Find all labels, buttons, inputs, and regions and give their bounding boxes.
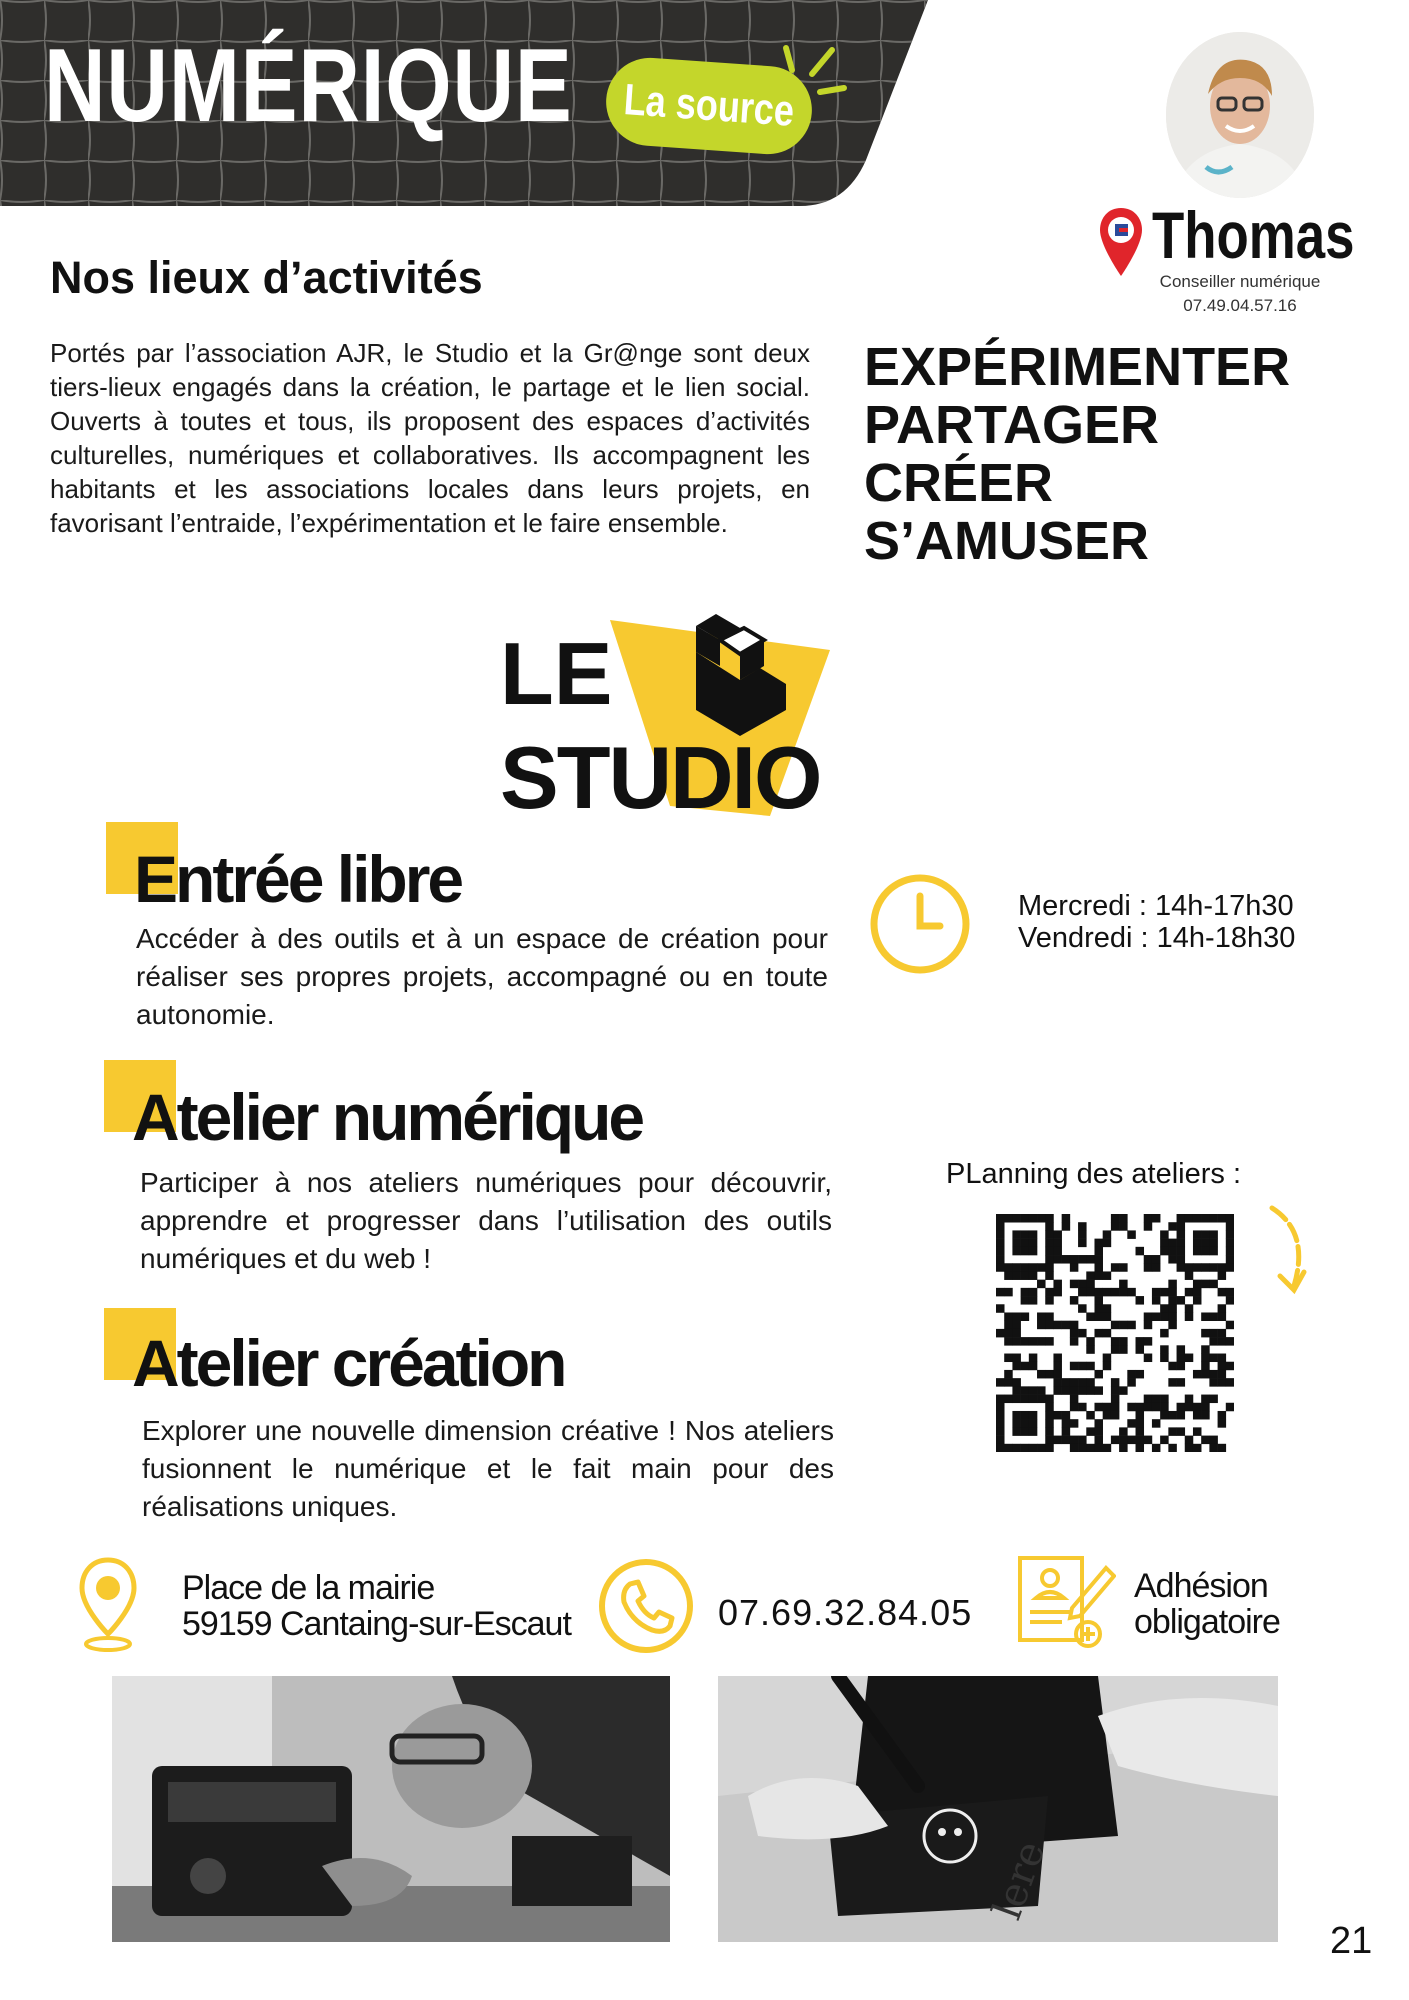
logo-studio: STUDIO xyxy=(500,728,821,826)
le-studio-logo xyxy=(500,606,870,826)
membership-form-icon xyxy=(1014,1552,1116,1652)
membership-line1: Adhésion xyxy=(1134,1567,1268,1605)
motto-line: S’AMUSER xyxy=(864,511,1150,571)
location-logo-icon xyxy=(1098,206,1144,278)
planning-label: PLanning des ateliers : xyxy=(946,1158,1242,1190)
qr-code[interactable] xyxy=(996,1214,1234,1452)
profile-name: Thomas xyxy=(1152,198,1355,272)
clock-icon xyxy=(868,872,972,976)
intro-text: Portés par l’association AJR, le Studio et la Gr@nge sont deux tiers-lieux engagés dans la création, le partage et le lien social. Ouverts à toutes et tous, ils proposent des espaces d’activités culturelles, numériques et collaboratives. Ils accompagnent les habitants et les associations locales dans leurs projets, en favorisant l’entraide, l’expérimentation et le faire ensemble. xyxy=(50,338,810,538)
logo-le: LE xyxy=(500,624,613,723)
photo-laser-engraver xyxy=(112,1676,670,1942)
header-title: NUMÉRIQUE xyxy=(44,28,573,144)
page-number: 21 xyxy=(1330,1920,1373,1962)
motto-line: EXPÉRIMENTER xyxy=(864,337,1291,397)
hours-wednesday: Mercredi : 14h-17h30 xyxy=(1018,890,1294,922)
section-title-atelier-numerique: Atelier numérique xyxy=(132,1080,643,1154)
svg-text:lere: lere xyxy=(984,1835,1055,1926)
motto-line: PARTAGER xyxy=(864,395,1159,455)
section-title-entree-libre: Entrée libre xyxy=(134,842,462,916)
phone-icon xyxy=(596,1556,696,1656)
profile-phone: 07.49.04.57.16 xyxy=(1183,296,1297,315)
phone-number[interactable]: 07.69.32.84.05 xyxy=(718,1592,973,1633)
profile-role: Conseiller numérique xyxy=(1159,272,1321,291)
location-pin-icon xyxy=(76,1556,140,1656)
avatar xyxy=(1166,32,1314,198)
curved-arrow-icon xyxy=(1266,1202,1316,1298)
section-text-entree-libre: Accéder à des outils et à un espace de création pour réaliser ses propres projets, accompagné ou en toute autonomie. xyxy=(136,923,828,1030)
photo-vinyl-crafting xyxy=(718,1676,1278,1942)
address-line1: Place de la mairie xyxy=(182,1569,435,1607)
section-text-atelier-creation: Explorer une nouvelle dimension créative ! Nos ateliers fusionnent le numérique et le fait main pour des réalisations uniques. xyxy=(142,1415,834,1522)
section-text-atelier-numerique: Participer à nos ateliers numériques pour découvrir, apprendre et progresser dans l’utilisation des outils numériques et du web ! xyxy=(140,1167,832,1274)
section-title-atelier-creation: Atelier création xyxy=(132,1326,565,1400)
spark-lines-icon xyxy=(782,40,852,110)
source-badge-label: La source xyxy=(622,75,796,136)
hours-friday: Vendredi : 14h-18h30 xyxy=(1018,922,1296,954)
motto-line: CRÉER xyxy=(864,453,1054,513)
membership-line2: obligatoire xyxy=(1134,1603,1280,1641)
section-title: Nos lieux d’activités xyxy=(50,252,483,303)
address-line2: 59159 Cantaing-sur-Escaut xyxy=(182,1605,571,1643)
